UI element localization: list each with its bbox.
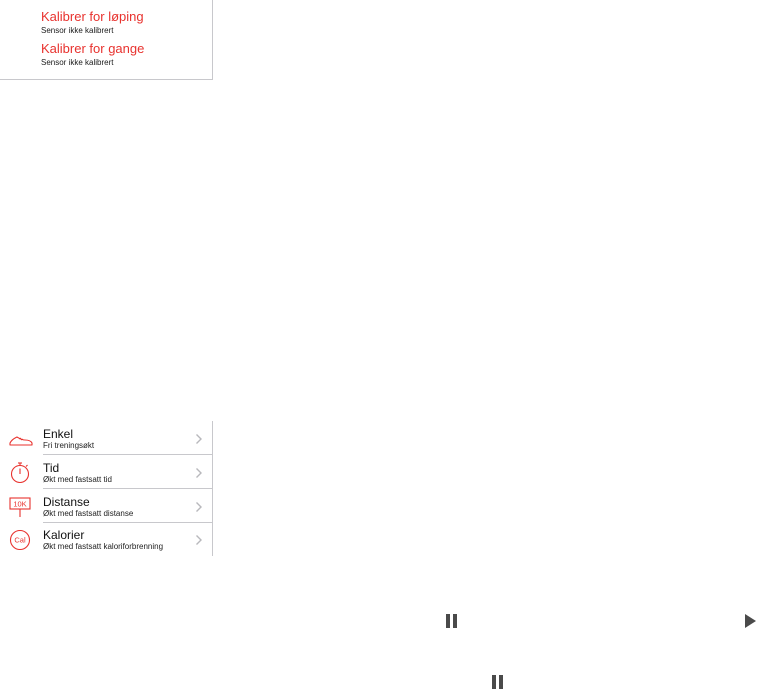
workout-subtitle: Økt med fastsatt tid [43, 475, 112, 484]
calorie-icon [8, 529, 34, 551]
workout-subtitle: Økt med fastsatt kaloriforbrenning [43, 542, 164, 551]
workout-title: Distanse [43, 495, 90, 509]
calibrate-walking-item[interactable] [41, 41, 144, 68]
calibrate-walking-status: Sensor ikke kalibrert [41, 58, 114, 67]
chevron-right-icon [195, 466, 203, 478]
calibration-panel [0, 0, 213, 80]
workout-row-kalorier[interactable] [0, 522, 212, 556]
workout-row-tid[interactable] [0, 455, 212, 489]
shoe-icon [8, 428, 34, 450]
workout-row-distanse[interactable] [0, 489, 212, 523]
chevron-right-icon [195, 533, 203, 545]
distance-10k-icon [8, 496, 34, 518]
calibrate-running-item[interactable] [41, 9, 144, 36]
calibrate-running-status: Sensor ikke kalibrert [41, 26, 114, 35]
workout-list [0, 421, 213, 556]
workout-title: Kalorier [43, 528, 85, 542]
distance-icon-text: 10K [13, 499, 27, 509]
calibrate-walking-label: Kalibrer for gange [41, 41, 145, 56]
workout-title: Tid [43, 461, 60, 475]
play-icon[interactable] [745, 614, 756, 628]
workout-subtitle: Fri treningsøkt [43, 441, 95, 450]
pause-icon[interactable] [492, 675, 504, 689]
calorie-icon-text: Cal [14, 535, 26, 545]
chevron-right-icon [195, 500, 203, 512]
pause-icon[interactable] [446, 614, 458, 628]
workout-title: Enkel [43, 427, 74, 441]
chevron-right-icon [195, 432, 203, 444]
stopwatch-icon [8, 462, 34, 484]
calibrate-running-label: Kalibrer for løping [41, 9, 144, 24]
workout-row-enkel[interactable] [0, 421, 212, 455]
workout-subtitle: Økt med fastsatt distanse [43, 509, 134, 518]
